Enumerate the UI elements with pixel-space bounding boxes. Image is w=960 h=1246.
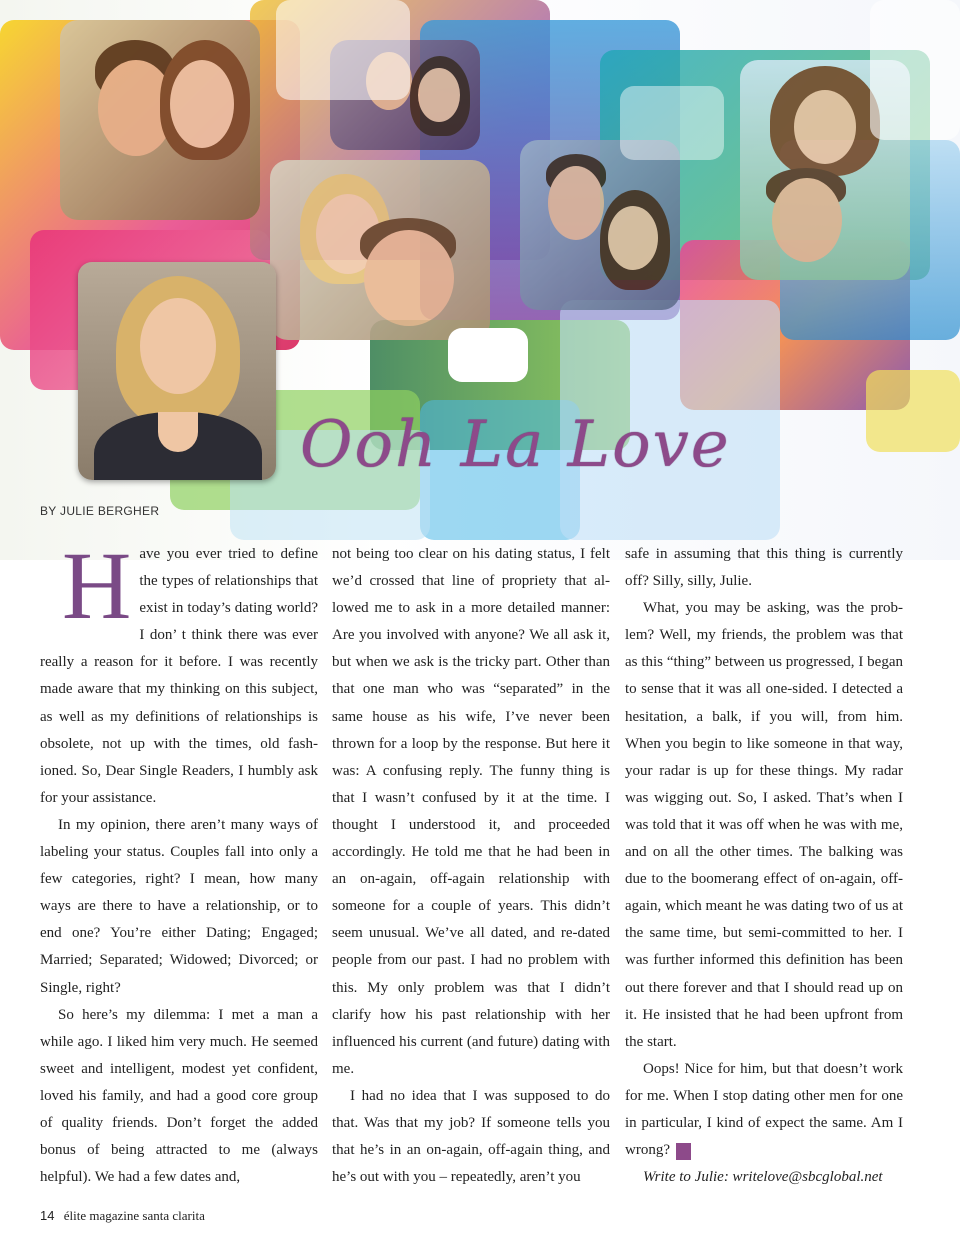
couple-photo — [60, 20, 260, 220]
article-title: Ooh La Love — [300, 408, 731, 482]
paragraph: I had no idea that I was supposed to do that. Was that my job? If someone tells you that he’s in an on-again, off-again thing, and he’s out with you – repeatedly, aren’t you — [332, 1087, 610, 1186]
couple-photo — [520, 140, 680, 310]
paragraph-text: ave you ever tried to define the types of relationships that exist in today’s dating world? I don’ t think there was ever really a reason for it before. I was recently made aware that my thinking on this subject, as well as my definitions of relationships is obsolete, not up with the times, old fash-ioned. So, Dear Single Readers, I humbly ask for your assistance. — [40, 546, 318, 806]
paragraph: safe in assuming that this thing is currently off? Silly, silly, Julie. — [625, 546, 903, 590]
white-frame — [620, 86, 724, 160]
article-column-3 — [625, 541, 903, 1191]
drop-cap: H — [62, 532, 132, 639]
white-frame — [448, 328, 528, 382]
white-frame — [276, 0, 410, 100]
paragraph: So here’s my dilemma: I met a man a while ago. I liked him very much. He seemed sweet and intelligent, modest yet confident, loved his family, and had a good core group of quality friends. Don’t forget the added bonus of being attracted to me (always helpful). We had a few dates and, — [40, 1006, 318, 1186]
article-column-1 — [40, 532, 318, 1191]
color-block — [866, 370, 960, 452]
paragraph: not being too clear on his dating status, I felt we’d crossed that line of propriety that al-lowed me to ask in a more detailed manner: Are you involved with anyone? We all ask it, but when we ask is the tricky part. Other than that one man who was “separated” in the same house as his wife, I’ve never been thrown for a loop by the response. But here it was: A confusing reply. The funny thing is that I wasn’t confused by it at the time. I thought I understood it, and proceeded accordingly. He told me that he had been in an on-again, off-again relationship with someone for a couple of years. This didn’t seem unusual. We’ve all dated, and re-dated people from our past. I had no problem with this. My only problem was that I didn’t clarify how his past relationship with her influenced his current (and future) dating with me. — [332, 546, 610, 1077]
paragraph: In my opinion, there aren’t many ways of labeling your status. Couples fall into only a few categories, right? I mean, how many ways are there to have a relationship, or to end one? You’re either Dating; Engaged; Married; Separated; Widowed; Divorced; or Single, right? — [40, 816, 318, 996]
page-footer — [40, 1208, 205, 1224]
paragraph: What, you may be asking, was the prob-lem? Well, my friends, the problem was that as this “thing” between us progressed, I began to sense that it was all one-sided. I detected a hesitation, a balk, if you will, from him. When you begin to like someone in that way, your radar is up for these things. My radar was wigging out. So, I asked. That’s when I was told that it was off when he was with me, and on all the other times. The balking was due to the boomerang effect of on-again, off-again, which meant he was dating two of us at the same time, but semi-committed to her. I was further informed this definition has been out there forever and that I should read up on it. He insisted that he had been upfront from the start. — [625, 600, 903, 1050]
page-number: 14 — [40, 1208, 55, 1223]
paragraph — [40, 532, 318, 812]
paragraph — [625, 1056, 903, 1164]
article-column-2 — [332, 541, 610, 1191]
paragraph-text: Oops! Nice for him, but that doesn’t work for me. When I stop dating other men for one in particular, I kind of expect the same. Am I wrong? — [625, 1060, 903, 1159]
white-frame — [870, 0, 960, 140]
contact-line: Write to Julie: writelove@sbcglobal.net — [643, 1169, 883, 1186]
publication-name: élite magazine santa clarita — [63, 1208, 205, 1223]
byline: BY JULIE BERGHER — [40, 504, 160, 518]
author-portrait — [78, 262, 276, 480]
end-mark-icon: é — [676, 1143, 691, 1160]
couple-photo — [270, 160, 490, 340]
